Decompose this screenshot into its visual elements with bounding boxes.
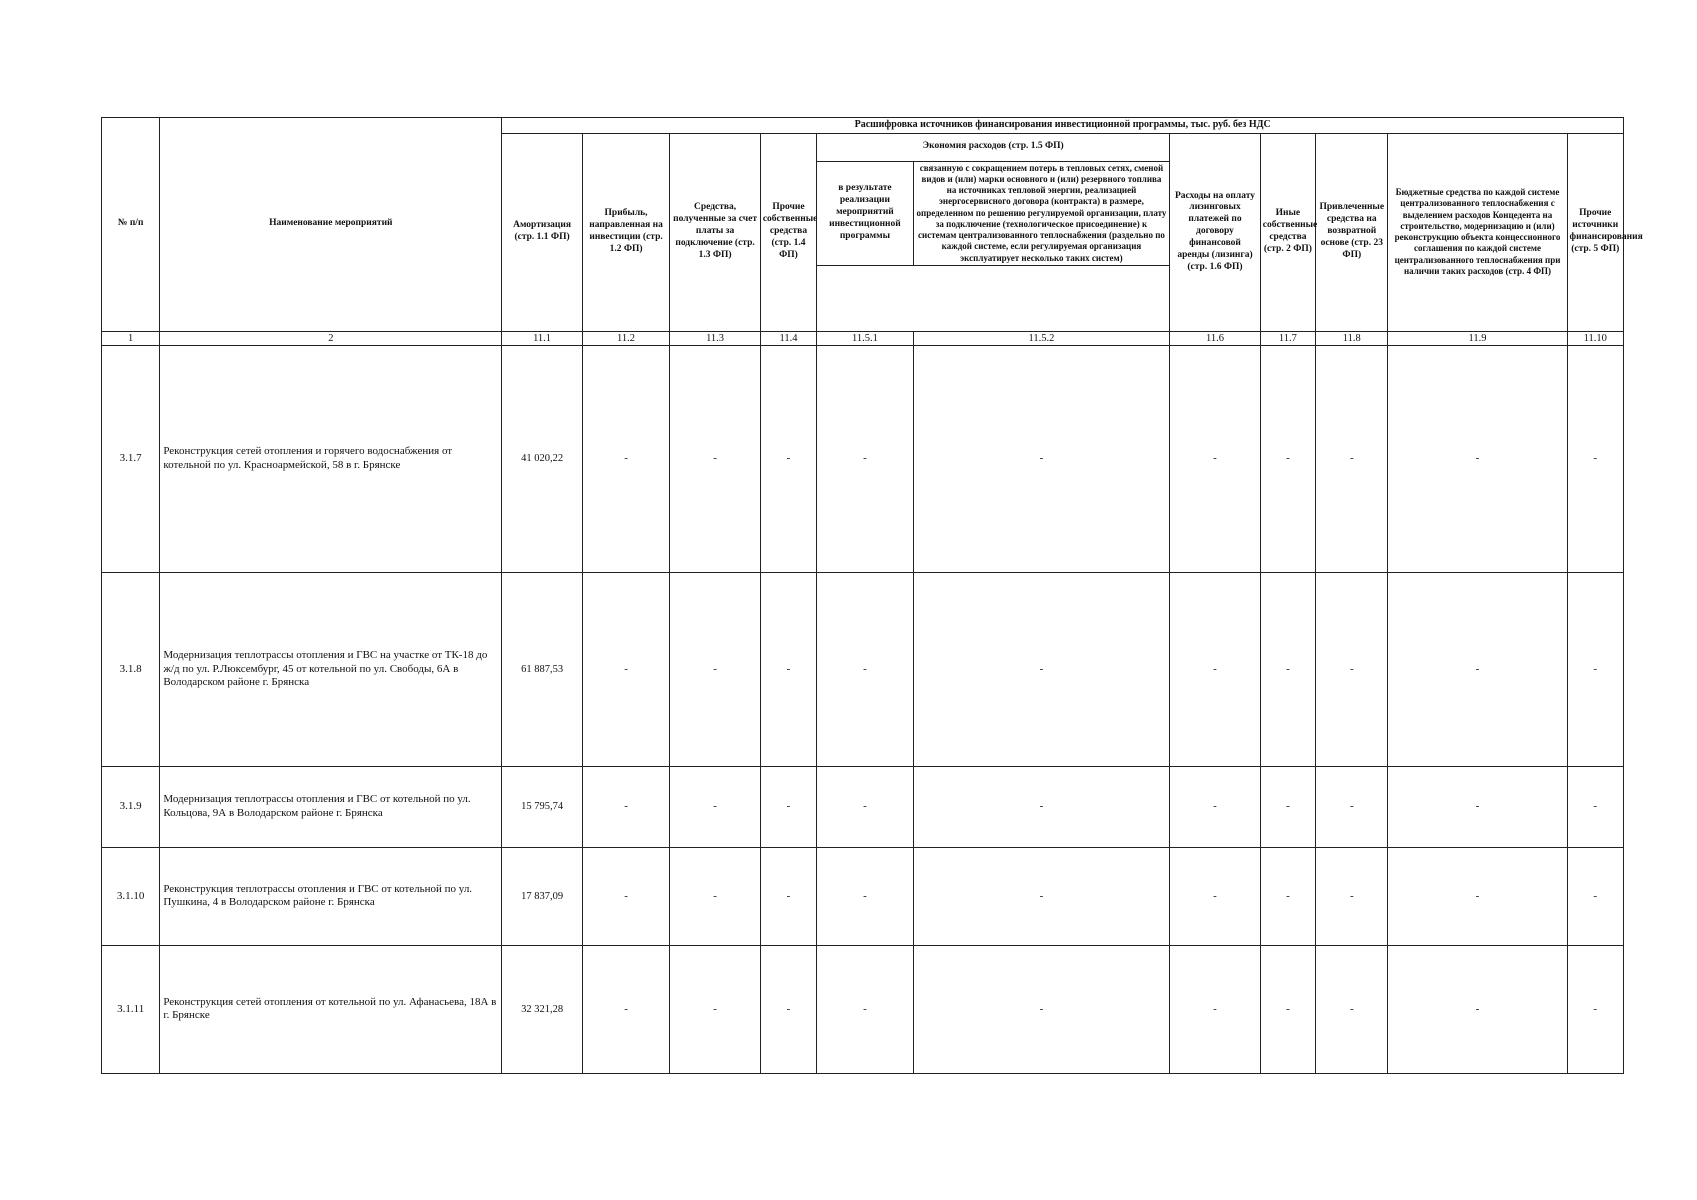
row-cell: - xyxy=(913,572,1170,766)
header-name: Наименование мероприятий xyxy=(160,118,502,332)
row-cell: - xyxy=(1260,345,1315,572)
column-number: 11.5.1 xyxy=(817,331,914,345)
row-cell: - xyxy=(1567,345,1623,572)
row-cell: - xyxy=(1170,847,1261,945)
row-cell: - xyxy=(670,766,761,847)
column-number: 11.1 xyxy=(502,331,582,345)
row-cell: - xyxy=(760,572,816,766)
header-profit: Прибыль, направленная на инвестиции (стр. 1.2 ФП) xyxy=(582,133,670,331)
row-cell: - xyxy=(1388,766,1567,847)
financing-table xyxy=(101,117,1643,1074)
row-number: 3.1.7 xyxy=(102,345,160,572)
header-economy-title: Экономия расходов (стр. 1.5 ФП) xyxy=(817,133,1170,161)
row-name: Модернизация теплотрассы отопления и ГВС на участке от ТК-18 до ж/д по ул. Р.Люксембург, 45 от котельной по ул. Свободы, 6А в Володарском районе г. Брянска xyxy=(160,572,502,766)
row-cell: - xyxy=(670,345,761,572)
row-number: 3.1.11 xyxy=(102,945,160,1073)
row-cell: - xyxy=(913,345,1170,572)
row-cell: - xyxy=(1316,945,1388,1073)
header-sources-title: Расшифровка источников финансирования инвестиционной программы, тыс. руб. без НДС xyxy=(502,118,1624,134)
row-cell: - xyxy=(582,847,670,945)
row-cell: - xyxy=(760,847,816,945)
row-cell: - xyxy=(1316,766,1388,847)
column-number: 11.4 xyxy=(760,331,816,345)
row-cell: - xyxy=(1567,572,1623,766)
column-number: 11.7 xyxy=(1260,331,1315,345)
row-cell: - xyxy=(670,572,761,766)
header-num: № п/п xyxy=(102,118,160,332)
row-cell: - xyxy=(1170,572,1261,766)
row-number: 3.1.9 xyxy=(102,766,160,847)
row-cell: - xyxy=(1260,572,1315,766)
row-cell: - xyxy=(670,847,761,945)
column-number-row xyxy=(102,331,1624,345)
column-number: 11.5.2 xyxy=(913,331,1170,345)
row-amortization: 15 795,74 xyxy=(502,766,582,847)
row-cell: - xyxy=(1170,345,1261,572)
column-number: 1 xyxy=(102,331,160,345)
row-cell: - xyxy=(1260,766,1315,847)
column-number: 11.9 xyxy=(1388,331,1567,345)
header-economy-result: в результате реализации мероприятий инвестиционной программы xyxy=(817,161,914,265)
row-cell: - xyxy=(760,766,816,847)
row-cell: - xyxy=(1260,945,1315,1073)
column-number: 2 xyxy=(160,331,502,345)
row-cell: - xyxy=(913,847,1170,945)
column-number: 11.2 xyxy=(582,331,670,345)
table-row xyxy=(102,766,1624,847)
row-cell: - xyxy=(1388,847,1567,945)
row-cell: - xyxy=(670,945,761,1073)
row-cell: - xyxy=(760,945,816,1073)
row-cell: - xyxy=(1388,945,1567,1073)
row-name: Реконструкция сетей отопления и горячего водоснабжения от котельной по ул. Красноармейской, 58 в г. Брянске xyxy=(160,345,502,572)
row-cell: - xyxy=(1567,766,1623,847)
column-number: 11.10 xyxy=(1567,331,1623,345)
row-cell: - xyxy=(913,945,1170,1073)
column-number: 11.3 xyxy=(670,331,761,345)
row-cell: - xyxy=(1170,945,1261,1073)
row-cell: - xyxy=(1170,766,1261,847)
row-cell: - xyxy=(1567,847,1623,945)
header-borrowed-funds: Привлеченные средства на возвратной основе (стр. 23 ФП) xyxy=(1316,133,1388,331)
header-economy-losses: связанную с сокращением потерь в тепловых сетях, сменой видов и (или) марки основного и (или) резервного топлива на источниках тепловой энергии, реализацией энергосервисного договора (контракта) в размере, определенном по решению регулируемой организации, плату за подключение (технологическое присоединение) к системам централизованного теплоснабжения (раздельно по каждой системе, если регулируемая организация эксплуатирует несколько таких систем) xyxy=(913,161,1170,265)
row-cell: - xyxy=(1316,847,1388,945)
header-other-own-funds-2: Иные собственные средства (стр. 2 ФП) xyxy=(1260,133,1315,331)
table-row xyxy=(102,345,1624,572)
row-cell: - xyxy=(817,766,914,847)
row-cell: - xyxy=(817,572,914,766)
header-amortization: Амортизация (стр. 1.1 ФП) xyxy=(502,133,582,331)
row-amortization: 41 020,22 xyxy=(502,345,582,572)
row-cell: - xyxy=(1388,345,1567,572)
row-cell: - xyxy=(582,945,670,1073)
table-row xyxy=(102,572,1624,766)
row-cell: - xyxy=(913,766,1170,847)
header-connection-fee: Средства, полученные за счет платы за подключение (стр. 1.3 ФП) xyxy=(670,133,761,331)
column-number: 11.6 xyxy=(1170,331,1261,345)
row-cell: - xyxy=(1316,572,1388,766)
row-cell: - xyxy=(1388,572,1567,766)
row-name: Модернизация теплотрассы отопления и ГВС от котельной по ул. Кольцова, 9А в Володарском районе г. Брянска xyxy=(160,766,502,847)
row-number: 3.1.10 xyxy=(102,847,160,945)
row-number: 3.1.8 xyxy=(102,572,160,766)
header-budget-funds: Бюджетные средства по каждой системе централизованного теплоснабжения с выделением расходов Концедента на строительство, модернизацию и (или) реконструкцию объекта концессионного соглашения по каждой системе централизованного теплоснабжения при наличии таких расходов (стр. 4 ФП) xyxy=(1388,133,1567,331)
table-row xyxy=(102,847,1624,945)
row-cell: - xyxy=(817,945,914,1073)
row-cell: - xyxy=(1316,345,1388,572)
row-cell: - xyxy=(1567,945,1623,1073)
table-row xyxy=(102,945,1624,1073)
row-name: Реконструкция теплотрассы отопления и ГВС от котельной по ул. Пушкина, 4 в Володарском районе г. Брянска xyxy=(160,847,502,945)
header-leasing: Расходы на оплату лизинговых платежей по договору финансовой аренды (лизинга) (стр. 1.6 ФП) xyxy=(1170,133,1261,331)
row-amortization: 17 837,09 xyxy=(502,847,582,945)
row-amortization: 61 887,53 xyxy=(502,572,582,766)
row-cell: - xyxy=(760,345,816,572)
row-amortization: 32 321,28 xyxy=(502,945,582,1073)
row-cell: - xyxy=(582,345,670,572)
row-cell: - xyxy=(817,345,914,572)
row-cell: - xyxy=(1260,847,1315,945)
header-other-own-funds: Прочие собственные средства (стр. 1.4 ФП) xyxy=(760,133,816,331)
header-other-sources: Прочие источники финансирования (стр. 5 ФП) xyxy=(1567,133,1623,331)
row-cell: - xyxy=(582,766,670,847)
column-number: 11.8 xyxy=(1316,331,1388,345)
row-cell: - xyxy=(582,572,670,766)
row-cell: - xyxy=(817,847,914,945)
row-name: Реконструкция сетей отопления от котельной по ул. Афанасьева, 18А в г. Брянске xyxy=(160,945,502,1073)
